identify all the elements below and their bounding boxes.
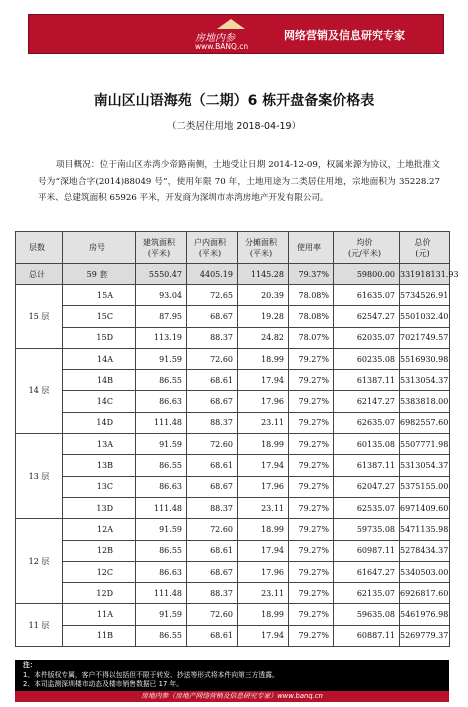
notes-box (15, 660, 449, 702)
banner-title: 网络营销及信息研究专家 (284, 29, 405, 42)
column-header: 使用率 (289, 232, 334, 264)
room-number: 14A (63, 348, 136, 369)
column-header: 层数 (16, 232, 63, 264)
room-number: 15C (63, 306, 136, 327)
table-row (16, 476, 450, 497)
usage-ratio: 79.27% (289, 519, 334, 540)
notes-heading: 注： (23, 661, 37, 669)
room-number: 13A (63, 434, 136, 455)
inner-area: 68.61 (187, 370, 238, 391)
gross-area: 91.59 (136, 434, 187, 455)
notes-footer: 房地内参（房地产网络营销及信息研究专家）www.banq.cn (15, 691, 449, 702)
gross-area: 91.59 (136, 348, 187, 369)
inner-area: 68.61 (187, 625, 238, 646)
avg-price: 62135.07 (334, 583, 400, 604)
floor-cell: 14 层 (16, 348, 63, 433)
avg-price: 60235.08 (334, 348, 400, 369)
avg-price: 62047.27 (334, 476, 400, 497)
shared-area: 20.39 (238, 285, 289, 306)
inner-area: 68.67 (187, 561, 238, 582)
inner-area: 68.67 (187, 476, 238, 497)
table-header-row (16, 232, 450, 264)
column-header: 户内面积 (平米) (187, 232, 238, 264)
usage-ratio: 79.27% (289, 540, 334, 561)
avg-price: 62635.07 (334, 412, 400, 433)
usage-ratio: 79.27% (289, 391, 334, 412)
inner-area: 88.37 (187, 583, 238, 604)
total-price: 5269779.37 (400, 625, 450, 646)
table-row (16, 561, 450, 582)
usage-ratio: 78.08% (289, 285, 334, 306)
inner-area: 68.61 (187, 455, 238, 476)
inner-area: 88.37 (187, 497, 238, 518)
house-roof-icon (217, 19, 245, 29)
room-number: 12B (63, 540, 136, 561)
gross-area: 86.63 (136, 391, 187, 412)
gross-area: 86.63 (136, 561, 187, 582)
total-shared: 1145.28 (238, 264, 289, 285)
total-price: 5507771.98 (400, 434, 450, 455)
gross-area: 86.55 (136, 455, 187, 476)
total-count: 59 套 (63, 264, 136, 285)
table-row (16, 434, 450, 455)
shared-area: 18.99 (238, 519, 289, 540)
shared-area: 17.94 (238, 455, 289, 476)
room-number: 14B (63, 370, 136, 391)
table-row (16, 604, 450, 625)
shared-area: 23.11 (238, 583, 289, 604)
total-price: 5734526.91 (400, 285, 450, 306)
total-price: 5278434.37 (400, 540, 450, 561)
table-row (16, 540, 450, 561)
logo (195, 19, 281, 52)
shared-area: 17.96 (238, 391, 289, 412)
usage-ratio: 79.27% (289, 604, 334, 625)
gross-area: 86.63 (136, 476, 187, 497)
gross-area: 87.95 (136, 306, 187, 327)
avg-price: 62147.27 (334, 391, 400, 412)
floor-cell: 13 层 (16, 434, 63, 519)
inner-area: 68.61 (187, 540, 238, 561)
floor-cell: 11 层 (16, 604, 63, 647)
total-gross: 5550.47 (136, 264, 187, 285)
inner-area: 68.67 (187, 391, 238, 412)
gross-area: 113.19 (136, 327, 187, 348)
total-price: 5461976.98 (400, 604, 450, 625)
inner-area: 72.60 (187, 604, 238, 625)
column-header: 均价 (元/平米) (334, 232, 400, 264)
shared-area: 19.28 (238, 306, 289, 327)
table-row (16, 306, 450, 327)
avg-price: 61387.11 (334, 455, 400, 476)
shared-area: 23.11 (238, 497, 289, 518)
total-price: 5383818.00 (400, 391, 450, 412)
avg-price: 60887.11 (334, 625, 400, 646)
usage-ratio: 79.27% (289, 625, 334, 646)
room-number: 13B (63, 455, 136, 476)
shared-area: 17.94 (238, 370, 289, 391)
total-price: 5375155.00 (400, 476, 450, 497)
shared-area: 18.99 (238, 604, 289, 625)
total-price: 7021749.57 (400, 327, 450, 348)
avg-price: 62035.07 (334, 327, 400, 348)
table-row (16, 497, 450, 518)
avg-price: 62535.07 (334, 497, 400, 518)
table-row (16, 391, 450, 412)
total-sum: 331918131.93 (400, 264, 450, 285)
notes-line-1: 1、本件版权专属，客户不得以包括但不限于转发、抄送等形式将本件向第三方透露。 (23, 670, 279, 679)
column-header: 建筑面积 (平米) (136, 232, 187, 264)
usage-ratio: 79.27% (289, 497, 334, 518)
shared-area: 17.96 (238, 476, 289, 497)
room-number: 12C (63, 561, 136, 582)
project-overview: 项目概况：位于南山区赤湾少帝路南侧，土地受让日期 2014-12-09，权属来源为协议，土地批准文号为“深地合字(2014)88049 号”，使用年限 70 年，土地用途为二类居住用地，宗地面积为 35228.27 平米、总建筑面积 65926 平米，开发商为深圳市赤湾房地产开发有限公司。 (38, 160, 440, 203)
inner-area: 72.60 (187, 348, 238, 369)
total-inner: 4405.19 (187, 264, 238, 285)
gross-area: 86.55 (136, 625, 187, 646)
total-price: 5471135.98 (400, 519, 450, 540)
usage-ratio: 79.27% (289, 583, 334, 604)
avg-price: 60135.08 (334, 434, 400, 455)
room-number: 12D (63, 583, 136, 604)
gross-area: 91.59 (136, 519, 187, 540)
room-number: 13C (63, 476, 136, 497)
usage-ratio: 79.27% (289, 455, 334, 476)
table-row (16, 519, 450, 540)
logo-url: www.BANQ.cn (195, 42, 249, 51)
column-header: 分摊面积 (平米) (238, 232, 289, 264)
room-number: 13D (63, 497, 136, 518)
notes-line-2: 2、本司监测深圳楼市动态及楼市销售数据已 17 年。 (23, 680, 184, 688)
floor-cell: 12 层 (16, 519, 63, 604)
avg-price: 62547.27 (334, 306, 400, 327)
gross-area: 111.48 (136, 412, 187, 433)
room-number: 11A (63, 604, 136, 625)
logo-name: 房地内参 (195, 33, 235, 44)
inner-area: 72.60 (187, 434, 238, 455)
gross-area: 111.48 (136, 583, 187, 604)
floor-cell: 15 层 (16, 285, 63, 349)
table-row (16, 285, 450, 306)
room-number: 12A (63, 519, 136, 540)
shared-area: 17.94 (238, 625, 289, 646)
avg-price: 59735.08 (334, 519, 400, 540)
inner-area: 88.37 (187, 412, 238, 433)
inner-area: 68.67 (187, 306, 238, 327)
avg-price: 61387.11 (334, 370, 400, 391)
total-price: 5516930.98 (400, 348, 450, 369)
table-row (16, 370, 450, 391)
page-subtitle: （二类居住用地 2018-04-19） (166, 121, 302, 132)
avg-price: 61647.27 (334, 561, 400, 582)
room-number: 15D (63, 327, 136, 348)
total-price: 5313054.37 (400, 370, 450, 391)
column-header: 总价 (元) (400, 232, 450, 264)
total-label: 总计 (16, 264, 63, 285)
usage-ratio: 78.08% (289, 306, 334, 327)
room-number: 14C (63, 391, 136, 412)
total-price: 6982557.60 (400, 412, 450, 433)
total-price: 5340503.00 (400, 561, 450, 582)
table-total-row (16, 264, 450, 285)
gross-area: 111.48 (136, 497, 187, 518)
table-row (16, 412, 450, 433)
total-avg: 59800.00 (334, 264, 400, 285)
table-row (16, 583, 450, 604)
shared-area: 17.94 (238, 540, 289, 561)
column-header: 房号 (63, 232, 136, 264)
room-number: 11B (63, 625, 136, 646)
gross-area: 86.55 (136, 370, 187, 391)
usage-ratio: 79.27% (289, 370, 334, 391)
avg-price: 60987.11 (334, 540, 400, 561)
total-price: 5313054.37 (400, 455, 450, 476)
inner-area: 72.60 (187, 519, 238, 540)
usage-ratio: 79.27% (289, 476, 334, 497)
gross-area: 86.55 (136, 540, 187, 561)
inner-area: 72.65 (187, 285, 238, 306)
gross-area: 91.59 (136, 604, 187, 625)
usage-ratio: 79.27% (289, 412, 334, 433)
page-title: 南山区山语海苑（二期）6 栋开盘备案价格表 (93, 93, 375, 109)
usage-ratio: 78.07% (289, 327, 334, 348)
room-number: 15A (63, 285, 136, 306)
usage-ratio: 79.27% (289, 434, 334, 455)
shared-area: 18.99 (238, 434, 289, 455)
shared-area: 24.82 (238, 327, 289, 348)
usage-ratio: 79.27% (289, 348, 334, 369)
table-row (16, 348, 450, 369)
table-row (16, 455, 450, 476)
avg-price: 59635.08 (334, 604, 400, 625)
usage-ratio: 79.27% (289, 561, 334, 582)
total-price: 5501032.40 (400, 306, 450, 327)
shared-area: 23.11 (238, 412, 289, 433)
table-row (16, 625, 450, 646)
total-ratio: 79.37% (289, 264, 334, 285)
total-price: 6926817.60 (400, 583, 450, 604)
shared-area: 18.99 (238, 348, 289, 369)
gross-area: 93.04 (136, 285, 187, 306)
total-price: 6971409.60 (400, 497, 450, 518)
inner-area: 88.37 (187, 327, 238, 348)
price-table (15, 231, 459, 647)
table-row (16, 327, 450, 348)
room-number: 14D (63, 412, 136, 433)
avg-price: 61635.07 (334, 285, 400, 306)
header-banner (28, 14, 444, 54)
shared-area: 17.96 (238, 561, 289, 582)
